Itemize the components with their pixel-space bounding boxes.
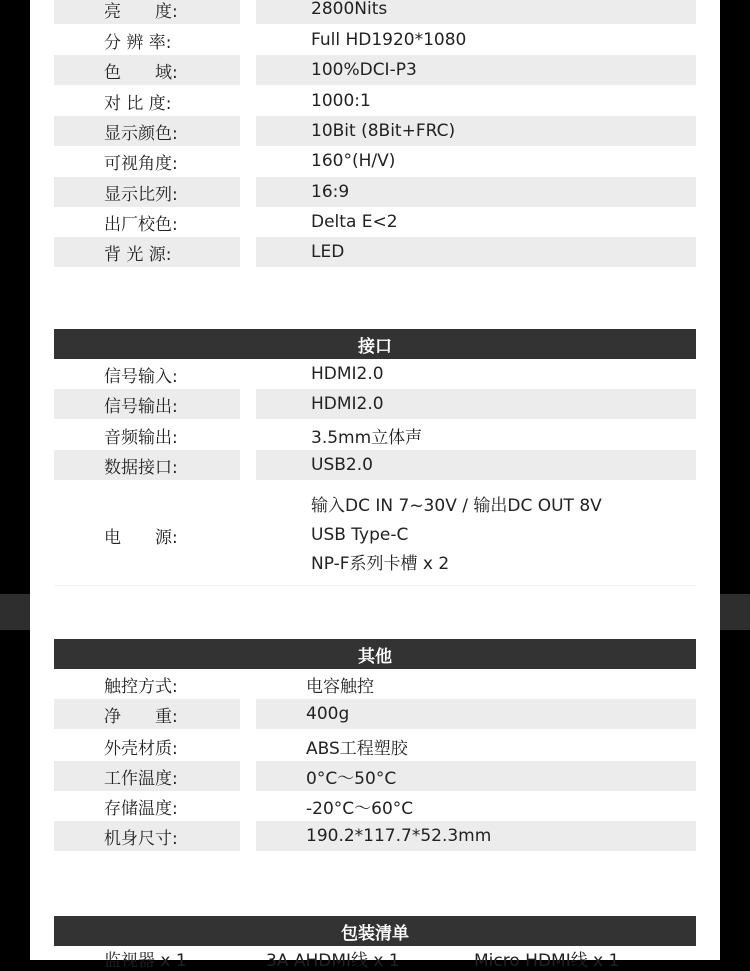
spec-label: 对 比 度: (104, 93, 172, 114)
section-header-interfaces: 接口 (54, 329, 696, 359)
spec-label: 可视角度: (104, 153, 178, 174)
spec-value: 100%DCI-P3 (256, 55, 696, 85)
spec-value: Delta E<2 (311, 212, 398, 232)
spec-value: 0°C～50°C (256, 761, 696, 791)
spec-value: LED (256, 237, 696, 267)
spec-value: ABS工程塑胶 (306, 738, 408, 759)
spec-row-brightness (54, 0, 696, 24)
spec-label: 外壳材质: (104, 738, 178, 759)
power-line: USB Type-C (311, 524, 409, 545)
spec-row-weight (54, 699, 696, 729)
package-item: Micro HDMI线 x 1 (474, 951, 620, 971)
spec-row-gamut (54, 55, 696, 85)
spec-row-resolution (54, 25, 696, 55)
package-item: 监视器 x 1 (104, 951, 187, 971)
spec-row-viewing-angle (54, 146, 696, 176)
spec-label: 背 光 源: (54, 237, 240, 267)
spec-value: -20°C～60°C (306, 798, 414, 819)
spec-row-power (54, 485, 696, 586)
spec-label: 色 域: (54, 55, 240, 85)
spec-row-contrast (54, 86, 696, 116)
spec-value: 电容触控 (306, 676, 374, 697)
power-line: 输入DC IN 7~30V / 输出DC OUT 8V (311, 495, 602, 516)
spec-row-signal-output (54, 389, 696, 419)
spec-value: 160°(H/V) (311, 151, 396, 171)
spec-value: 1000:1 (311, 91, 371, 111)
spec-label: 信号输入: (104, 366, 178, 387)
spec-label: 机身尺寸: (54, 821, 240, 851)
spec-value: 2800Nits (256, 0, 696, 24)
spec-value-multiline (256, 485, 696, 585)
spec-row-operating-temp (54, 761, 696, 791)
spec-row-material (54, 731, 696, 761)
spec-label: 数据接口: (54, 450, 240, 480)
spec-row-color-depth (54, 116, 696, 146)
spec-row-touch (54, 669, 696, 699)
section-header-package: 包装清单 (54, 916, 696, 946)
package-item: 3A AHDMI线 x 1 (266, 951, 400, 971)
spec-label: 电 源: (54, 485, 240, 585)
spec-value: 16:9 (256, 177, 696, 207)
side-strip-left (0, 594, 30, 630)
spec-label: 亮 度: (54, 0, 240, 24)
spec-value: 3.5mm立体声 (311, 427, 423, 448)
spec-label: 音频输出: (104, 427, 178, 448)
spec-label: 触控方式: (104, 676, 178, 697)
spec-row-signal-input (54, 359, 696, 389)
spec-label: 信号输出: (54, 389, 240, 419)
spec-row-storage-temp (54, 791, 696, 821)
spec-label: 存储温度: (104, 798, 178, 819)
spec-label: 分 辨 率: (104, 32, 172, 53)
spec-value: Full HD1920*1080 (311, 30, 467, 50)
section-header-other: 其他 (54, 639, 696, 669)
spec-row-dimensions (54, 821, 696, 851)
spec-page (30, 0, 720, 971)
spec-value: HDMI2.0 (256, 389, 696, 419)
spec-value: 400g (256, 699, 696, 729)
spec-row-backlight (54, 237, 696, 267)
side-strip-right (720, 594, 750, 630)
spec-value: 190.2*117.7*52.3mm (256, 821, 696, 851)
package-items (54, 946, 696, 971)
spec-label: 显示颜色: (54, 116, 240, 146)
spec-label: 净 重: (54, 699, 240, 729)
spec-row-data-port (54, 450, 696, 480)
spec-row-aspect-ratio (54, 177, 696, 207)
spec-label: 出厂校色: (104, 214, 178, 235)
spec-value: HDMI2.0 (311, 364, 384, 384)
spec-label: 工作温度: (54, 761, 240, 791)
spec-value: USB2.0 (256, 450, 696, 480)
spec-row-audio-output (54, 420, 696, 450)
power-line: NP-F系列卡槽 x 2 (311, 553, 450, 574)
spec-value: 10Bit (8Bit+FRC) (256, 116, 696, 146)
spec-row-calibration (54, 207, 696, 237)
spec-label: 显示比列: (54, 177, 240, 207)
